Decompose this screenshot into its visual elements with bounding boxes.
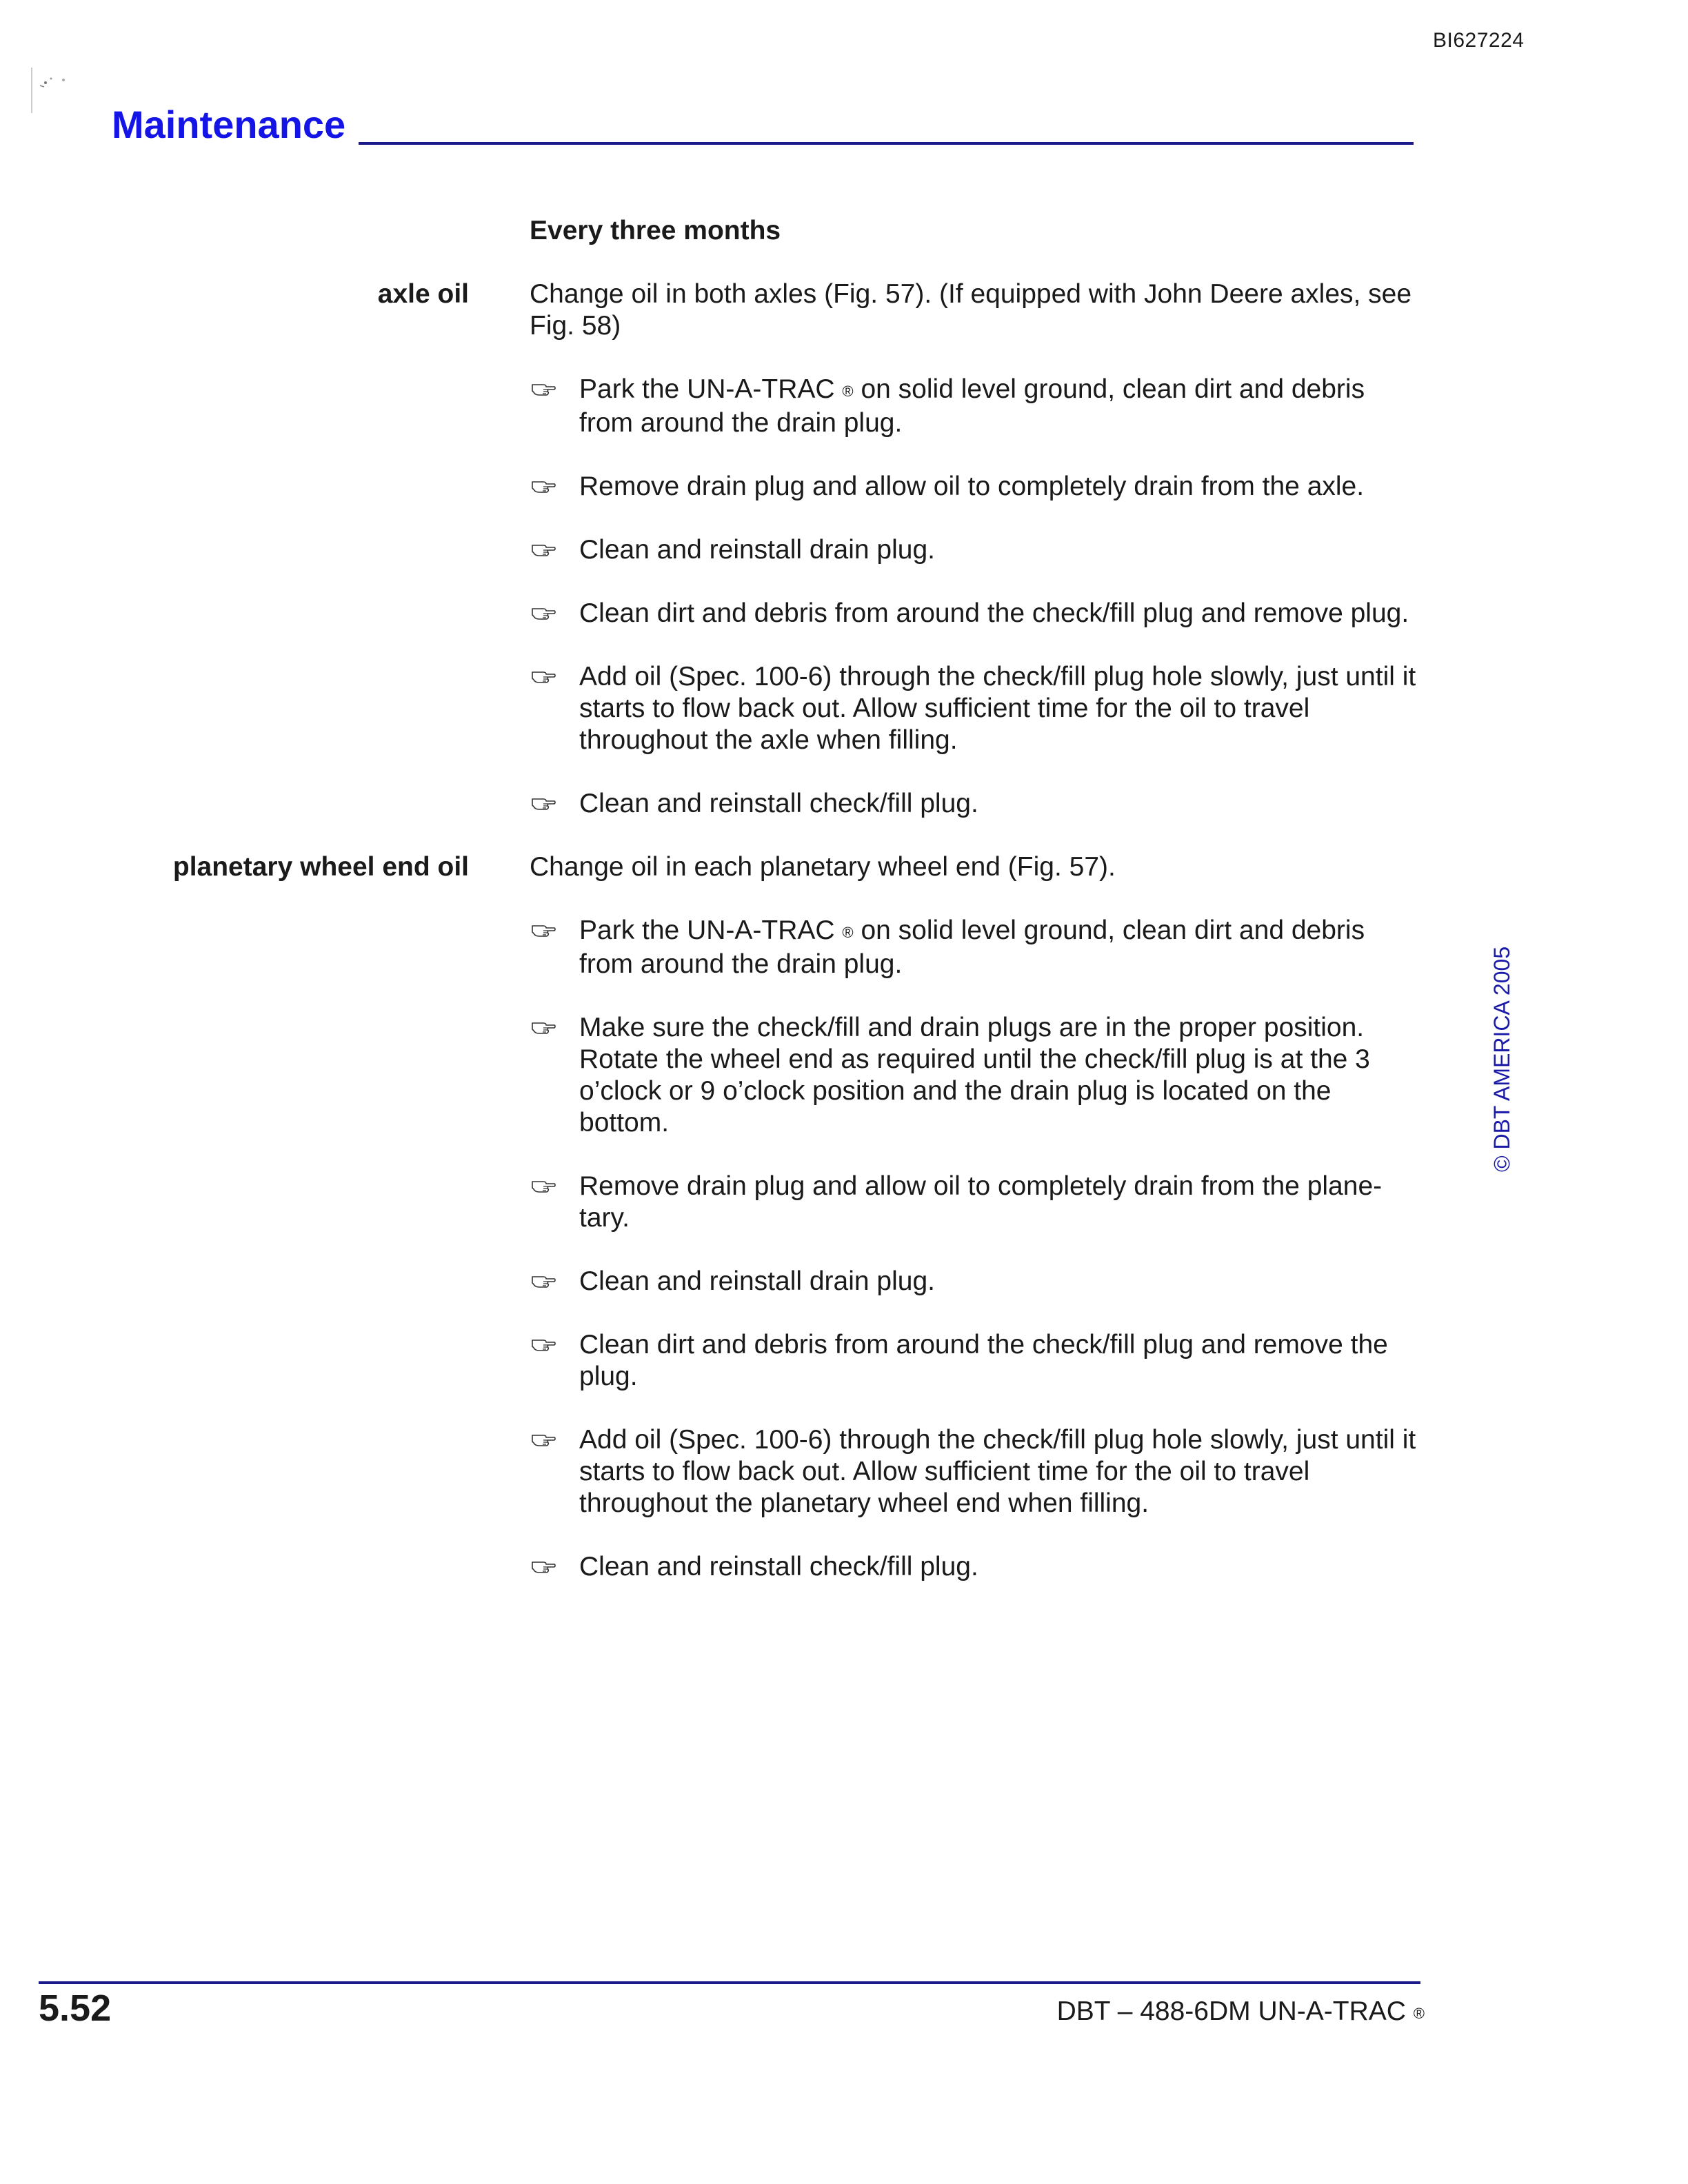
- page-number: 5.52: [39, 1988, 112, 2029]
- interval-heading: Every three months: [530, 216, 781, 245]
- step-item: [530, 1012, 1419, 1139]
- step-text: [579, 1329, 1419, 1393]
- step-item: [530, 915, 1419, 980]
- step-item: [530, 1266, 1419, 1297]
- pointing-hand-icon: [531, 793, 556, 811]
- step-item: [530, 661, 1419, 756]
- footer-title: [1057, 1996, 1425, 2027]
- axle-oil-label: axle oil: [377, 279, 469, 309]
- pointing-hand-icon: [531, 379, 556, 397]
- pointing-hand-icon: [531, 476, 556, 494]
- axle-oil-intro-block: [0, 279, 1688, 342]
- step-text: [579, 534, 1419, 566]
- scan-artifact-mark: [30, 66, 86, 114]
- pointing-hand-icon: [531, 1176, 556, 1194]
- step-text-main: Clean and reinstall drain plug.: [579, 535, 935, 565]
- step-item: [530, 1171, 1419, 1234]
- step-text: [579, 1266, 1419, 1297]
- step-item: [530, 534, 1419, 566]
- step-text: [579, 598, 1419, 629]
- step-item: [530, 471, 1419, 503]
- step-text-main: Park the UN-A-TRAC: [579, 374, 835, 404]
- step-text-main: Clean dirt and debris from around the check/fill plug and remove the plug.: [579, 1330, 1388, 1391]
- title-rule: [359, 142, 1414, 145]
- pointing-hand-icon: [531, 603, 556, 621]
- step-text: [579, 374, 1419, 439]
- step-text: [579, 661, 1419, 756]
- pointing-hand-icon: [531, 1335, 556, 1353]
- axle-oil-intro: Change oil in both axles (Fig. 57). (If equipped with John Deere axles, see Fig. 58): [530, 279, 1412, 341]
- step-text: [579, 915, 1419, 980]
- pointing-hand-icon: [531, 1557, 556, 1575]
- step-text-main: Clean and reinstall check/fill plug.: [579, 1552, 978, 1581]
- step-text-main: Clean and reinstall check/fill plug.: [579, 789, 978, 818]
- step-text-main: Remove drain plug and allow oil to completely drain from the axle.: [579, 472, 1365, 501]
- planetary-steps: [0, 915, 1688, 1583]
- step-text-main: Add oil (Spec. 100-6) through the check/fill plug hole slowly, just until it starts to flow back out. Allow sufficient time for the oil to travel throughout the planetary wheel end when filling.: [579, 1425, 1416, 1518]
- step-text: [579, 1012, 1419, 1139]
- step-text-main: Remove drain plug and allow oil to completely drain from the plane-tary.: [579, 1171, 1383, 1233]
- footer-registered-mark: ®: [1413, 2005, 1425, 2022]
- footer-title-text: DBT – 488-6DM UN-A-TRAC: [1056, 1996, 1406, 2026]
- interval-heading-block: [0, 215, 1688, 247]
- step-text: [579, 1551, 1419, 1583]
- document-id: BI627224: [1433, 29, 1525, 52]
- step-item: [530, 598, 1419, 629]
- step-text-main: Make sure the check/fill and drain plugs are in the proper position. Rotate the wheel end as required until the check/fill plug is at the 3 o’clock or 9 o’clock position and the drain plug is located on the bottom.: [579, 1013, 1370, 1138]
- pointing-hand-icon: [531, 1018, 556, 1035]
- pointing-hand-icon: [531, 540, 556, 558]
- planetary-intro-block: [0, 851, 1688, 883]
- registered-mark: ®: [842, 924, 854, 941]
- pointing-hand-icon: [531, 920, 556, 938]
- pointing-hand-icon: [531, 1271, 556, 1289]
- step-text-continued: on solid level ground, clean dirt and debris from around the drain plug.: [579, 374, 1365, 438]
- main-content: [0, 215, 1688, 1615]
- step-item: [530, 1551, 1419, 1583]
- step-text-main: Clean and reinstall drain plug.: [579, 1266, 935, 1296]
- step-item: [530, 1329, 1419, 1393]
- axle-oil-steps: [0, 374, 1688, 820]
- pointing-hand-icon: [531, 667, 556, 685]
- copyright-notice: © DBT AMERICA 2005: [1489, 946, 1514, 1172]
- step-text-continued: on solid level ground, clean dirt and debris from around the drain plug.: [579, 916, 1365, 979]
- planetary-oil-label: planetary wheel end oil: [172, 852, 469, 882]
- step-item: [530, 374, 1419, 439]
- registered-mark: ®: [842, 383, 854, 400]
- footer-rule: [39, 1981, 1420, 1984]
- step-text: [579, 1424, 1419, 1519]
- planetary-oil-intro: Change oil in each planetary wheel end (Fig. 57).: [530, 852, 1116, 882]
- pointing-hand-icon: [531, 1430, 556, 1448]
- step-text-main: Clean dirt and debris from around the check/fill plug and remove plug.: [579, 598, 1409, 628]
- step-text-main: Add oil (Spec. 100-6) through the check/fill plug hole slowly, just until it starts to flow back out. Allow sufficient time for the oil to travel throughout the axle when filling.: [579, 662, 1416, 755]
- step-text: [579, 471, 1419, 503]
- step-text: [579, 788, 1419, 820]
- step-item: [530, 1424, 1419, 1519]
- step-text-main: Park the UN-A-TRAC: [579, 916, 835, 945]
- step-text: [579, 1171, 1419, 1234]
- page-title: Maintenance: [112, 103, 346, 146]
- step-item: [530, 788, 1419, 820]
